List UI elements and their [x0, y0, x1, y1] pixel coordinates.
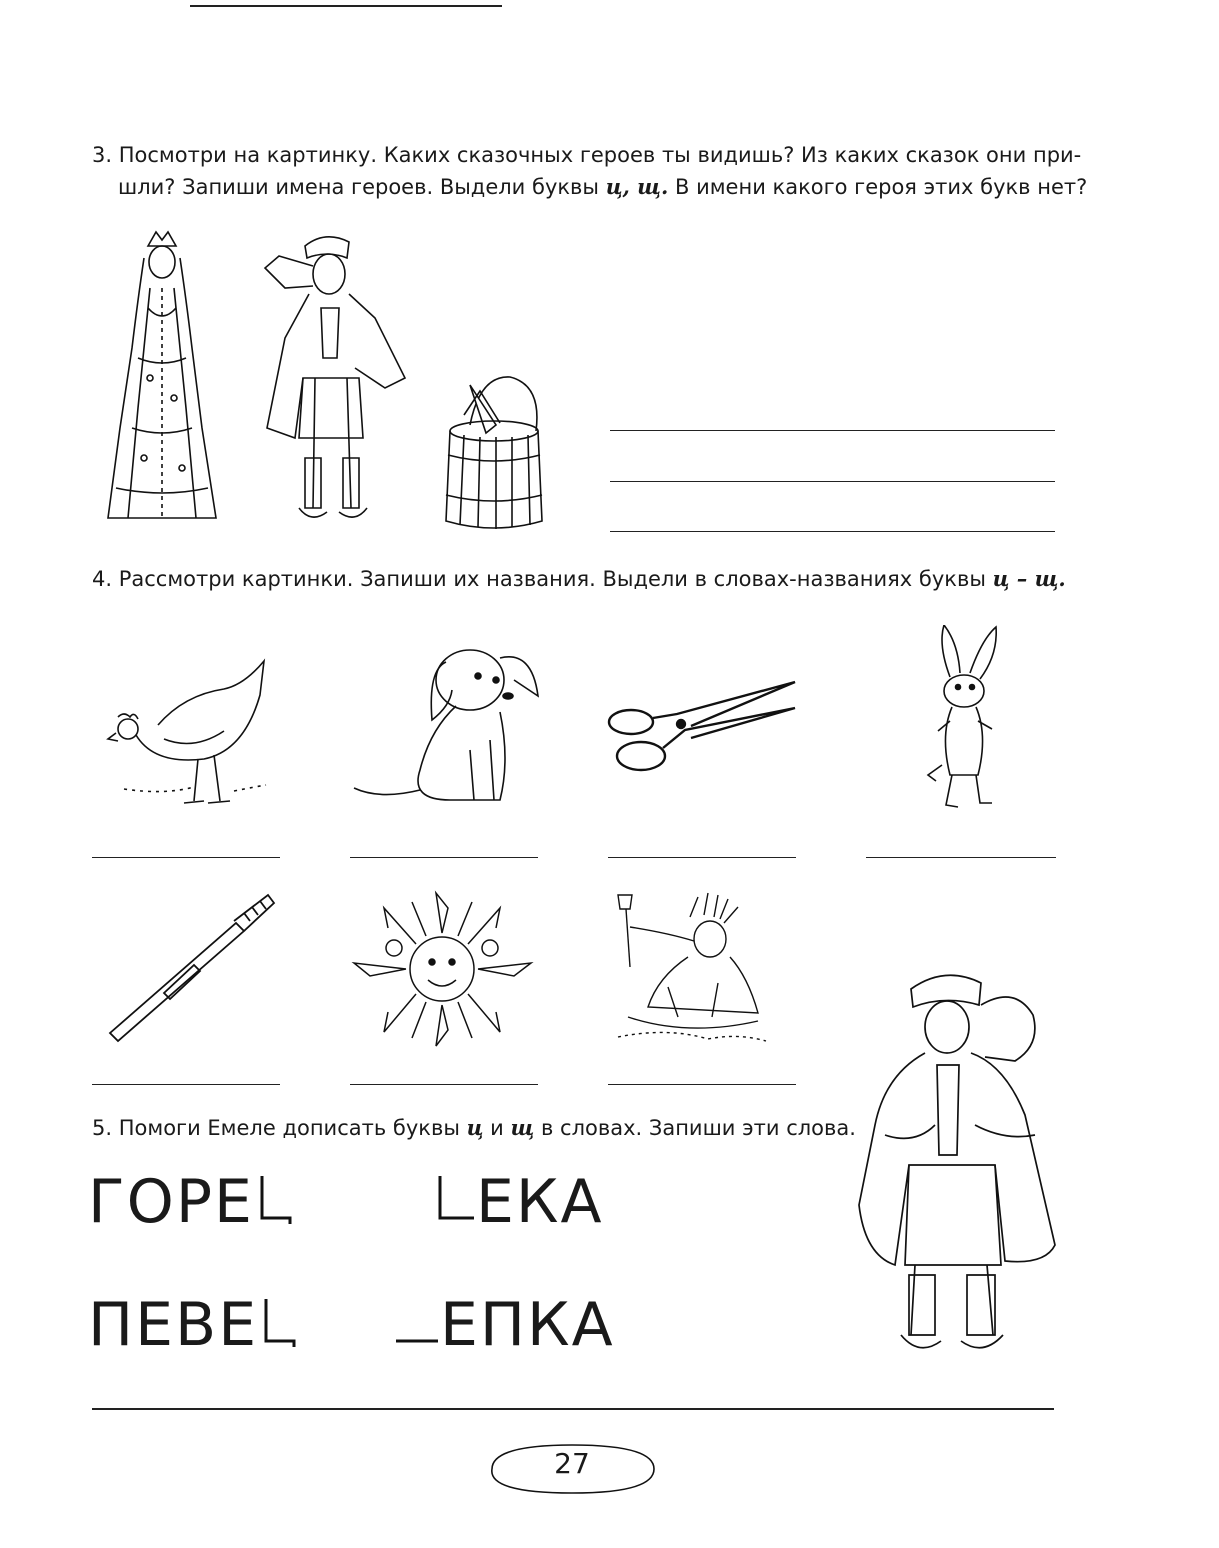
emelya-large-picture-icon	[855, 965, 1060, 1357]
answer-line[interactable]	[350, 1084, 538, 1085]
tsarevna-picture-icon	[98, 228, 226, 530]
answer-line[interactable]	[92, 1084, 280, 1085]
answer-line[interactable]	[610, 531, 1055, 532]
answer-line[interactable]	[610, 481, 1055, 482]
answer-line[interactable]	[92, 857, 280, 858]
word-pevets: ПЕВЕ	[88, 1295, 298, 1355]
word-shchepka: ЕПКА	[394, 1295, 615, 1355]
letter-blank[interactable]	[436, 1172, 476, 1222]
task3-line1: 3. Посмотри на картинку. Каких сказочных героев ты видишь? Из каких сказок они при-	[92, 143, 1082, 167]
bottom-divider	[92, 1408, 1054, 1410]
emelya-picture-icon	[255, 228, 410, 530]
scissors-picture-icon	[605, 678, 800, 776]
sun-picture-icon	[350, 888, 535, 1050]
top-divider	[190, 5, 502, 7]
letter-blank[interactable]	[258, 1295, 298, 1345]
task5-instruction: 5. Помоги Емеле дописать буквы ц и щ в словах. Запиши эти слова.	[92, 1115, 856, 1140]
word-shcheka: ЕКА	[436, 1172, 604, 1232]
answer-line[interactable]	[866, 857, 1056, 858]
task3-line2: шли? Запиши имена героев. Выдели буквы ц, щ. В имени какого героя этих букв нет?	[118, 174, 1088, 199]
bucket-pike-picture-icon	[440, 375, 548, 531]
hare-picture-icon	[922, 625, 1008, 811]
task3-instruction	[92, 140, 1087, 203]
chief-picture-icon	[608, 887, 770, 1045]
letter-blank[interactable]	[394, 1295, 440, 1345]
toothbrush-picture-icon	[104, 893, 276, 1043]
letter-blank[interactable]	[254, 1172, 294, 1222]
puppy-picture-icon	[350, 640, 545, 810]
answer-line[interactable]	[608, 857, 796, 858]
page-number: 27	[554, 1447, 590, 1480]
task4-instruction: 4. Рассмотри картинки. Запиши их названия. Выдели в словах-названиях буквы ц – щ.	[92, 566, 1066, 591]
answer-line[interactable]	[608, 1084, 796, 1085]
answer-line[interactable]	[350, 857, 538, 858]
answer-line[interactable]	[610, 430, 1055, 431]
word-gorets: ГОРЕ	[88, 1172, 294, 1232]
chicken-picture-icon	[104, 655, 274, 810]
